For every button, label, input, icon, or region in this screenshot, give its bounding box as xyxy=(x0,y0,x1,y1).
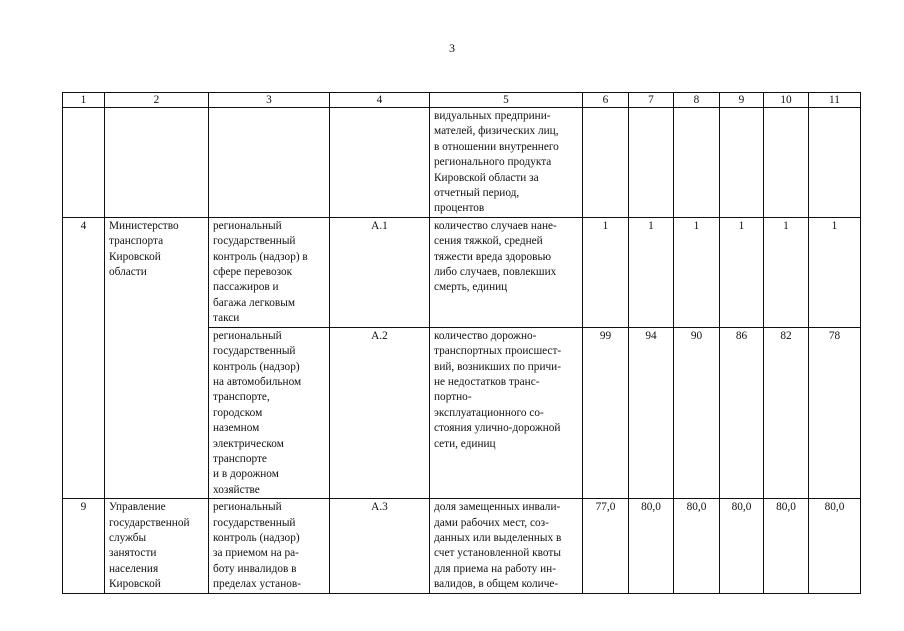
value-cell xyxy=(764,108,809,218)
table-row xyxy=(63,217,861,327)
header-cell: 2 xyxy=(105,93,209,108)
header-row xyxy=(63,93,861,108)
indicator-cell: видуальных предприни- мателей, физических лиц, в отношении внутреннего регионального продукта Кировской области за отчетный период, процентов xyxy=(430,108,583,218)
code-cell: А.3 xyxy=(330,499,430,593)
code-cell: А.1 xyxy=(330,217,430,327)
header-cell: 8 xyxy=(674,93,720,108)
header-cell: 3 xyxy=(209,93,330,108)
value-cell: 1 xyxy=(629,217,674,327)
value-cell xyxy=(674,108,720,218)
header-cell: 6 xyxy=(583,93,629,108)
value-cell: 1 xyxy=(720,217,764,327)
value-cell: 80,0 xyxy=(674,499,720,593)
value-cell: 1 xyxy=(809,217,861,327)
authority-cell: Министерство транспорта Кировской области xyxy=(105,217,209,498)
value-cell: 80,0 xyxy=(809,499,861,593)
value-cell xyxy=(809,108,861,218)
value-cell xyxy=(583,108,629,218)
header-cell: 10 xyxy=(764,93,809,108)
table-row xyxy=(63,108,861,218)
indicator-cell: доля замещенных инвали- дами рабочих мест, соз- данных или выделенных в счет установленной квоты для приема на работу ин- валидов, в общем количе- xyxy=(430,499,583,593)
indicator-cell: количество случаев нане- сения тяжкой, средней тяжести вреда здоровью либо случаев, повлекших смерть, единиц xyxy=(430,217,583,327)
header-cell: 9 xyxy=(720,93,764,108)
function-cell xyxy=(209,108,330,218)
value-cell: 77,0 xyxy=(583,499,629,593)
value-cell: 80,0 xyxy=(764,499,809,593)
code-cell: А.2 xyxy=(330,327,430,498)
value-cell: 1 xyxy=(674,217,720,327)
value-cell: 86 xyxy=(720,327,764,498)
authority-cell xyxy=(105,108,209,218)
indicators-table xyxy=(62,92,861,594)
value-cell: 90 xyxy=(674,327,720,498)
page-number: 3 xyxy=(449,41,455,55)
function-cell: региональный государственный контроль (надзор) в сфере перевозок пассажиров и багажа легковым такси xyxy=(209,217,330,327)
header-cell: 4 xyxy=(330,93,430,108)
row-number xyxy=(63,108,105,218)
function-cell: региональный государственный контроль (надзор) за приемом на ра- боту инвалидов в пределах установ- xyxy=(209,499,330,593)
function-cell: региональный государственный контроль (надзор) на автомобильном транспорте, городском наземном электрическом транспорте и в дорожном хозяйстве xyxy=(209,327,330,498)
value-cell: 78 xyxy=(809,327,861,498)
value-cell xyxy=(629,108,674,218)
authority-cell: Управление государственной службы занятости населения Кировской xyxy=(105,499,209,593)
header-cell: 7 xyxy=(629,93,674,108)
indicator-cell: количество дорожно- транспортных происшест- вий, возникших по причи- не недостатков транс- портно- эксплуатационного со- стояния улично-дорожной сети, единиц xyxy=(430,327,583,498)
value-cell: 1 xyxy=(764,217,809,327)
header-cell: 5 xyxy=(430,93,583,108)
table-row xyxy=(63,499,861,593)
header-cell: 11 xyxy=(809,93,861,108)
header-cell: 1 xyxy=(63,93,105,108)
value-cell: 80,0 xyxy=(629,499,674,593)
value-cell: 94 xyxy=(629,327,674,498)
value-cell: 82 xyxy=(764,327,809,498)
row-number: 9 xyxy=(63,499,105,593)
value-cell xyxy=(720,108,764,218)
row-number: 4 xyxy=(63,217,105,498)
code-cell xyxy=(330,108,430,218)
value-cell: 80,0 xyxy=(720,499,764,593)
value-cell: 1 xyxy=(583,217,629,327)
value-cell: 99 xyxy=(583,327,629,498)
